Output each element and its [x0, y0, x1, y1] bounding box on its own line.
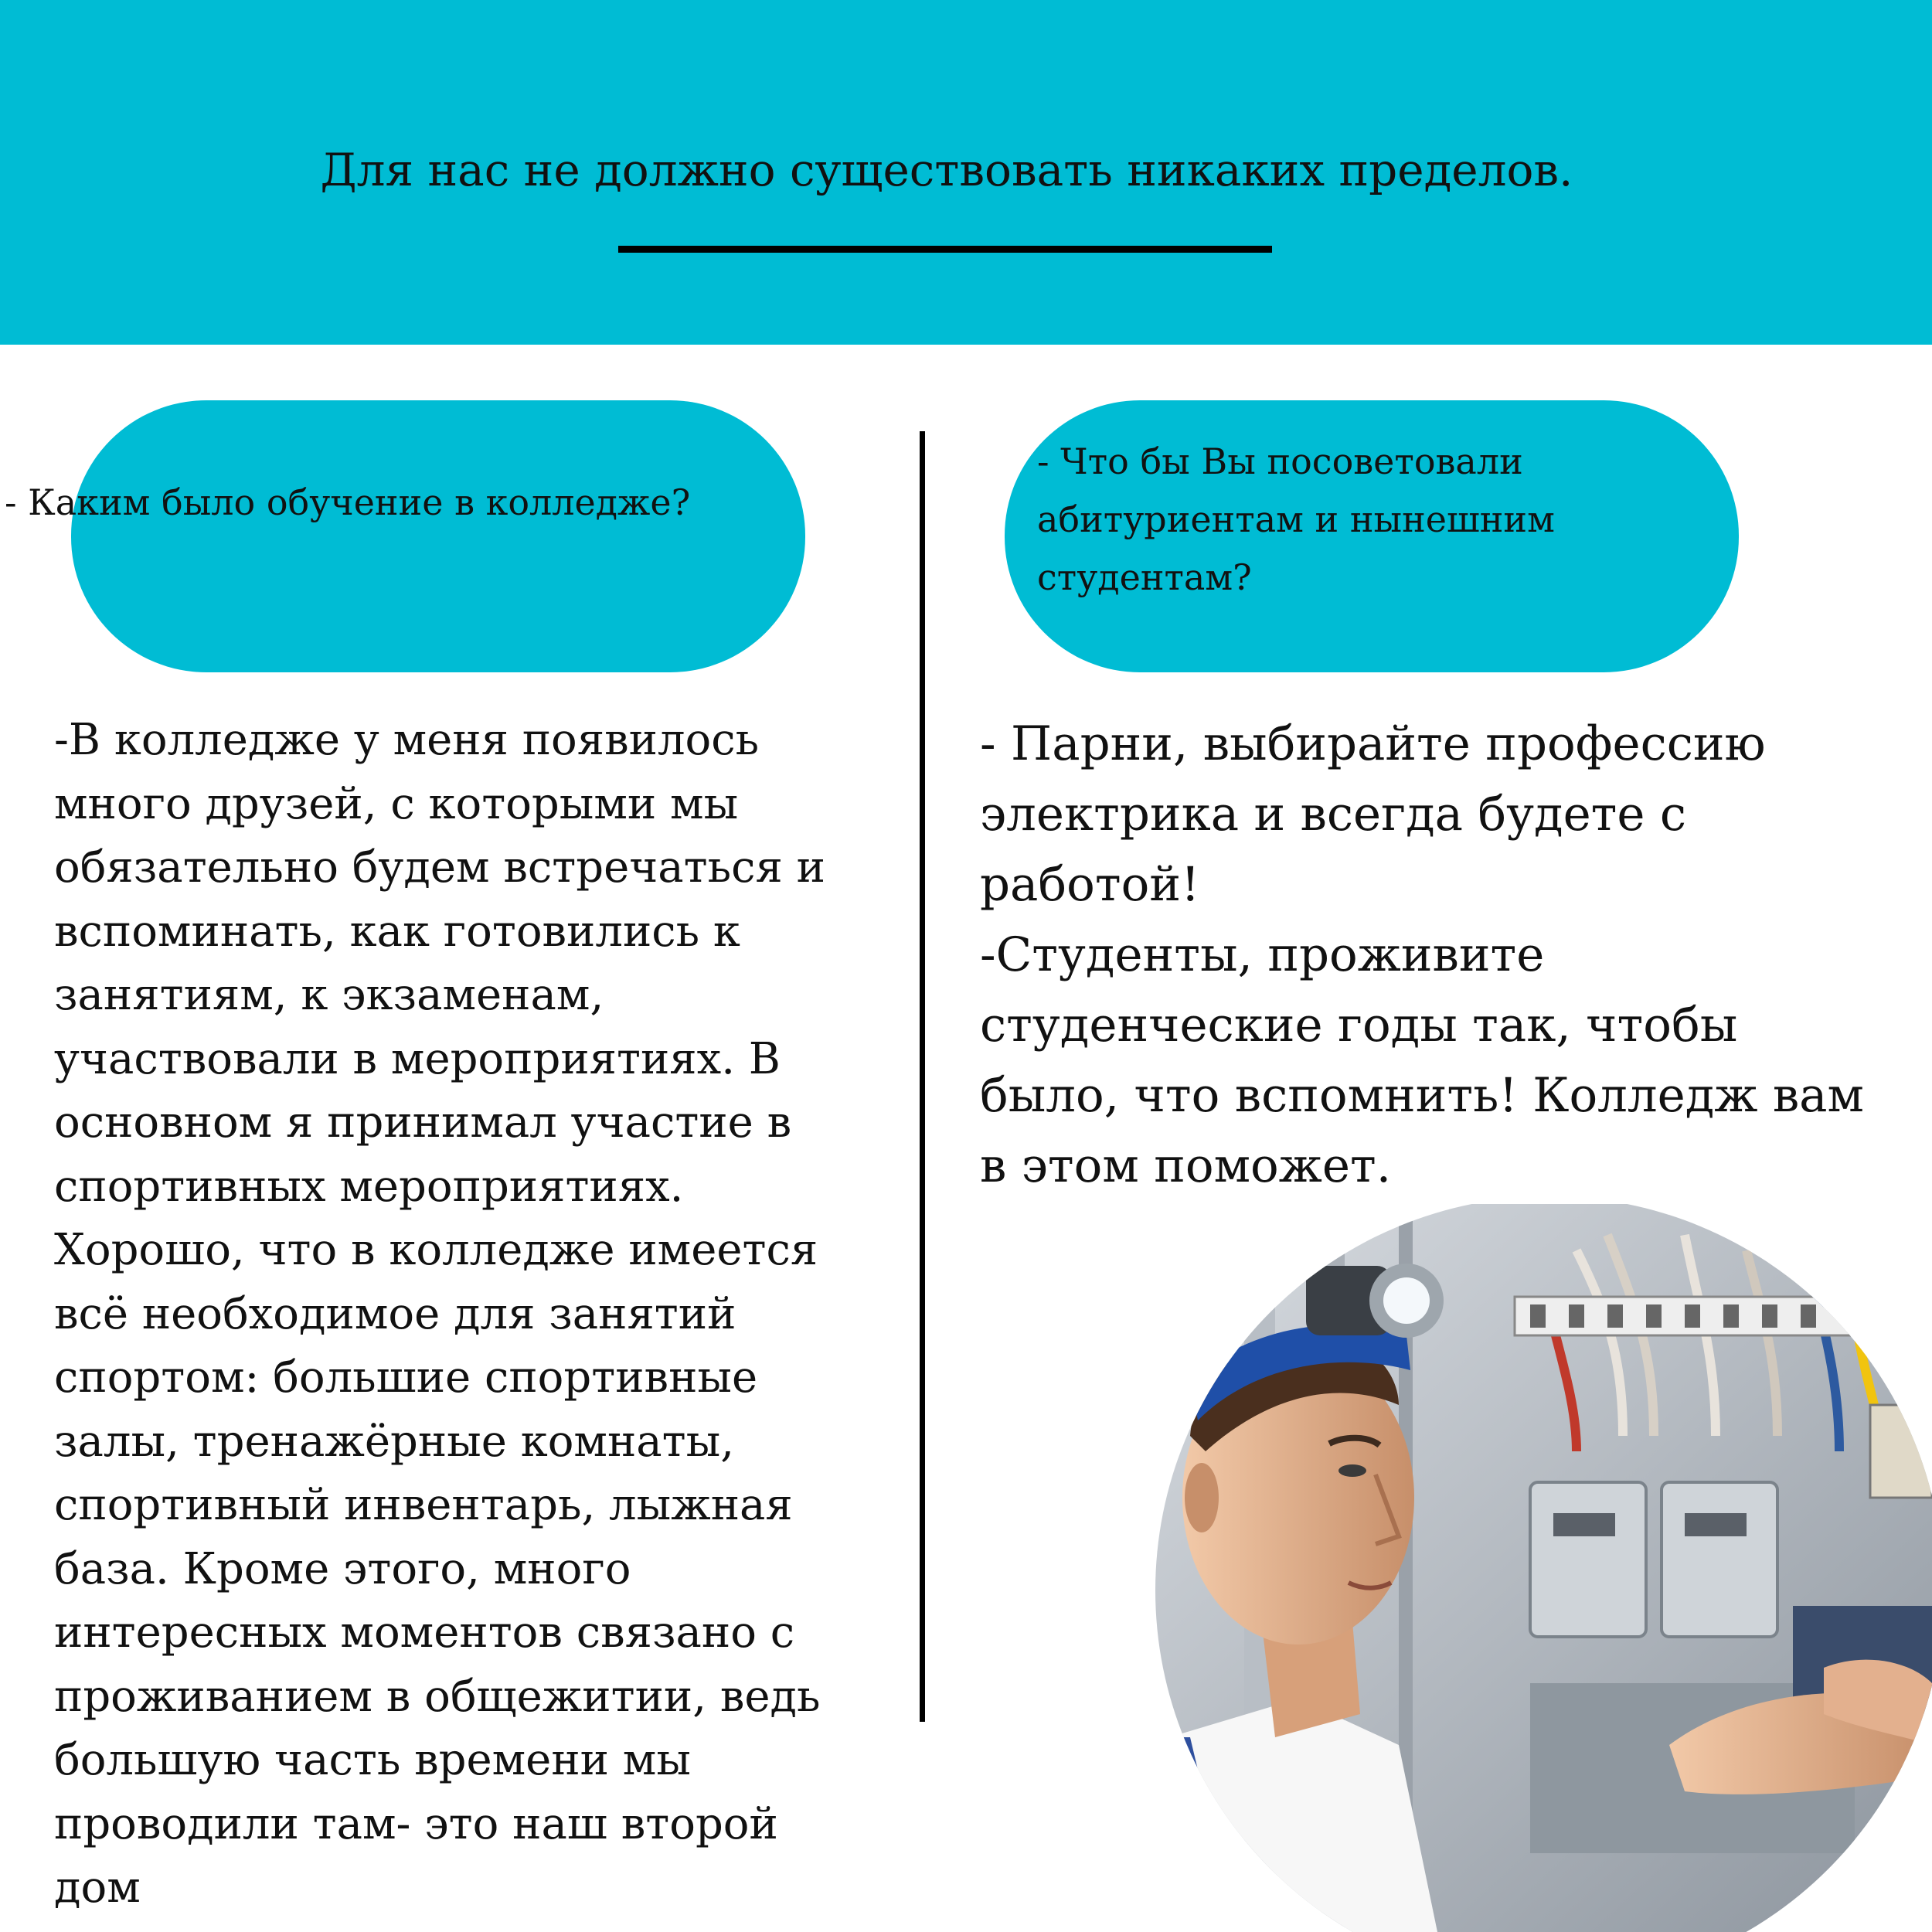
column-divider [920, 431, 925, 1722]
question-bubble-right [1005, 400, 1739, 672]
title-underline [618, 246, 1272, 253]
question-left-text: - Каким было обучение в колледже? [5, 481, 691, 523]
electrician-photo [1144, 1204, 1932, 1932]
answer-left-text: -В колледже у меня появилось много друзей, с которыми мы обязательно будем встречаться и вспоминать, как готовились к занятиям, к экзаменам, участвовали в мероприятиях. В основном я принимал участие в спортивных мероприятиях. Хорошо, что в колледже имеется всё необходимое для занятий спортом: большие спортивные залы, тренажёрные комнаты, спортивный инвентарь, лыжная база. Кроме этого, много интересных моментов связано с проживанием в общежитии, ведь большую часть времени мы проводили там- это наш второй дом [54, 715, 825, 1913]
page-title: Для нас не должно существовать никаких пределов. [320, 144, 1573, 196]
answer-right-text: - Парни, выбирайте профессию электрика и всегда будете с работой! -Студенты, проживите студенческие годы так, чтобы было, что вспомнить! Колледж вам в этом поможет. [980, 716, 1864, 1193]
question-bubble-left [5, 400, 805, 672]
header-banner [0, 0, 1932, 345]
question-right-text: - Что бы Вы посоветовали абитуриентам и нынешним студентам? [1037, 440, 1555, 598]
